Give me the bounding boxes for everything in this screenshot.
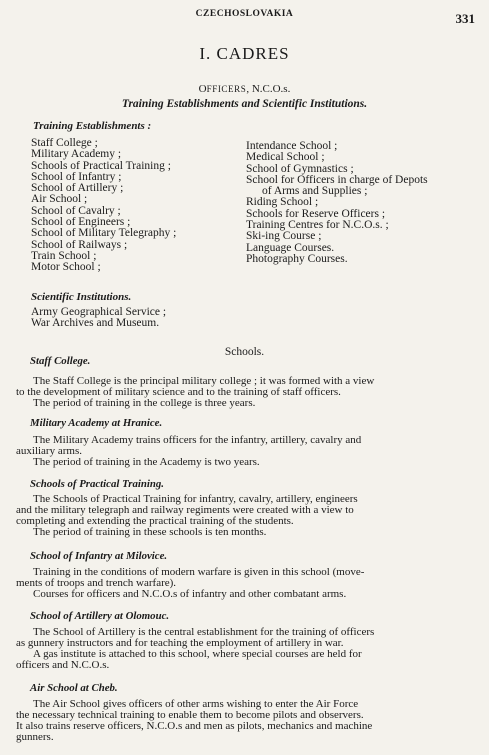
list-item: School of Gymnastics ; [246,162,354,175]
paragraph-line: the necessary technical training to enable them to become pilots and observers. [16,709,364,721]
paragraph-line: A gas institute is attached to this school, where special courses are held for [33,648,362,660]
subheading-officers [0,83,489,95]
paragraph-line: The period of training in these schools is ten months. [33,526,267,538]
list-item: School of Railways ; [31,238,128,251]
establishments-left-column [31,138,176,274]
list-item: School of Cavalry ; [31,204,121,217]
entry-title-school-of-infantry: School of Infantry at Milovice. [30,550,168,562]
paragraph-line: The School of Artillery is the central establishment for the training of officers [33,626,375,638]
paragraph-line: The period of training in the Academy is two years. [33,456,260,468]
scientific-institutions-heading: Scientific Institutions. [31,291,132,303]
running-head: CZECHOSLOVAKIA [195,9,294,19]
entry-title-practical-training: Schools of Practical Training. [30,478,164,490]
paragraph-line: completing and extending the practical training of the students. [16,515,294,527]
entry-title-school-of-artillery: School of Artillery at Olomouc. [30,610,170,622]
list-item: Language Courses. [246,241,335,254]
paragraph-line: The Air School gives officers of other arms wishing to enter the Air Force [33,698,359,710]
list-item: Medical School ; [246,151,325,164]
list-item: Training Centres for N.C.O.s. ; [246,219,389,232]
entry-body-practical-training [16,494,358,538]
paragraph-line: The Staff College is the principal military college ; it was formed with a view [33,375,375,387]
list-item: Motor School ; [31,261,101,274]
paragraph-line: The Schools of Practical Training for infantry, cavalry, artillery, engineers [33,493,358,505]
list-item: Riding School ; [246,196,319,209]
entry-body-military-academy [16,435,361,468]
entry-body-school-of-artillery [16,627,374,671]
page-number: 331 [455,11,475,26]
entry-body-staff-college [16,376,374,409]
list-item: School of Military Telegraphy ; [31,227,177,240]
list-item: War Archives and Museum. [31,317,160,330]
list-item: School of Engineers ; [31,216,131,229]
establishments-right-column [246,141,428,265]
list-item: School of Infantry ; [31,170,122,183]
paragraph-line: The period of training in the college is three years. [33,397,256,409]
list-item: School of Artillery ; [31,182,124,195]
paragraph-line: to the development of military science and to the training of staff officers. [16,386,341,398]
list-item: Military Academy ; [31,148,122,161]
entry-title-military-academy: Military Academy at Hranice. [30,417,163,429]
scientific-institutions-list [31,307,166,330]
section-title: I. CADRES [199,44,290,63]
subheading-initial: O [198,83,207,95]
entry-body-school-of-infantry [16,567,364,600]
list-item: Photography Courses. [246,252,348,265]
paragraph-line: Courses for officers and N.C.O.s of infantry and other combatant arms. [33,588,347,600]
list-item: Train School ; [31,249,97,262]
paragraph-line: gunners. [16,731,54,743]
list-item: Ski-ing Course ; [246,230,322,243]
entry-title-air-school: Air School at Cheb. [30,682,118,694]
list-item: School for Officers in charge of Depots [246,173,428,186]
paragraph-line: Training in the conditions of modern warfare is given in this school (move- [33,566,365,578]
paragraph-line: The Military Academy trains officers for the infantry, artillery, cavalry and [33,434,362,446]
list-item: Intendance School ; [246,140,338,152]
list-item: Air School ; [31,193,88,206]
paragraph-line: officers and N.C.O.s. [16,659,110,671]
list-item: Schools for Reserve Officers ; [246,207,386,220]
paragraph-line: auxiliary arms. [16,445,82,457]
subheading-small-caps: FFICERS [206,84,247,94]
list-item: Staff College ; [31,137,98,149]
schools-heading: Schools. [224,346,265,358]
entry-body-air-school [16,699,372,743]
subheading-tail: , N.C.O.s. [246,83,291,95]
paragraph-line: ments of troops and trench warfare). [16,577,177,589]
entry-title-staff-college: Staff College. [30,355,91,367]
subsubheading: Training Establishments and Scientific Institutions. [121,98,368,110]
list-item: Schools of Practical Training ; [31,159,171,172]
paragraph-line: and the military telegraph and railway regiments were created with a view to [16,504,354,516]
paragraph-line: as gunnery instructors and for teaching the employment of artillery in war. [16,637,344,649]
list-item: Army Geographical Service ; [31,306,167,318]
list-item: of Arms and Supplies ; [262,185,368,198]
paragraph-line: It also trains reserve officers, N.C.O.s and men as pilots, mechanics and machine [16,720,373,732]
training-establishments-heading: Training Establishments : [33,120,152,132]
